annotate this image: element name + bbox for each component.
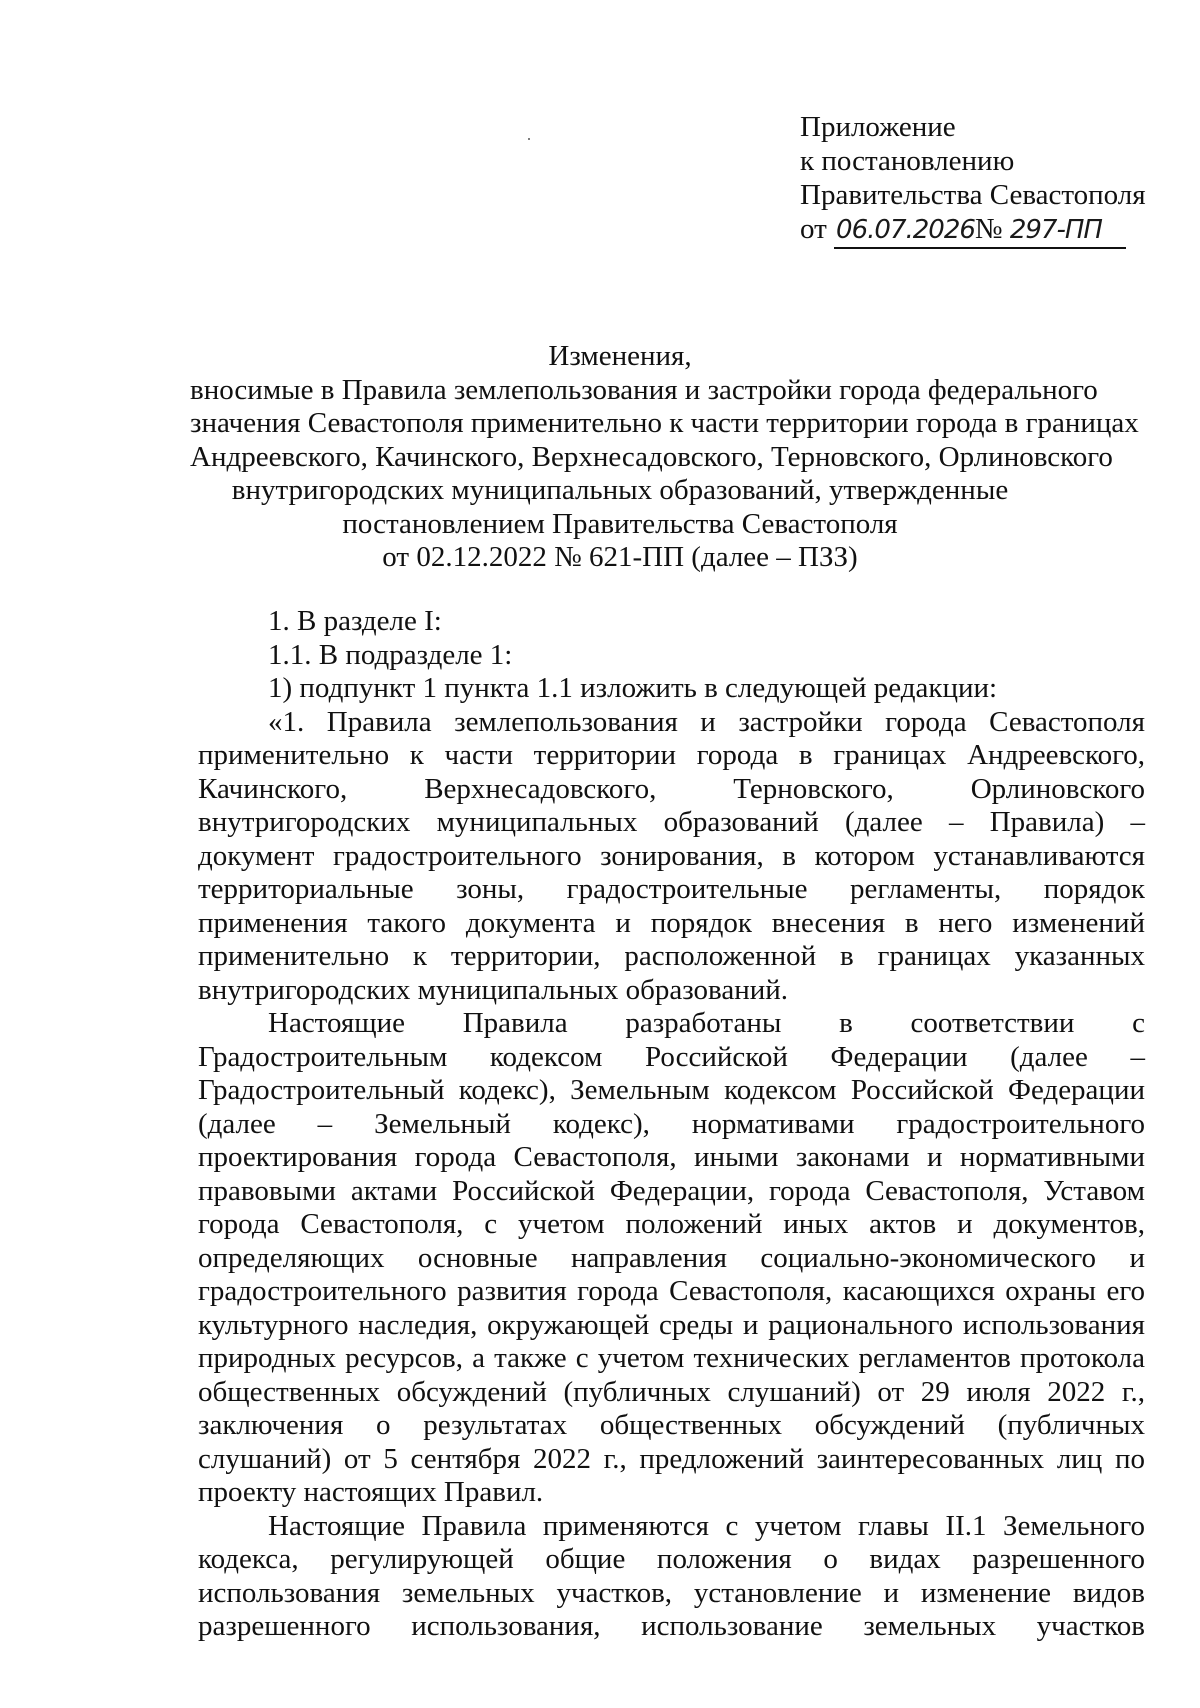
document-title (190, 340, 1139, 575)
date-prefix: от (800, 213, 835, 245)
subparagraph-intro: 1) подпункт 1 пункта 1.1 изложить в следующей редакции: (268, 672, 998, 704)
section-heading: 1. В разделе I: (268, 605, 442, 637)
title-line-2: вносимые в Правила землепользования и застройки города федерального (190, 373, 1098, 406)
paragraph-3: Настоящие Правила применяются с учетом главы II.1 Земельного кодекса, регулирующей общие положения о видах разрешенного использования земельных участков, установление и изменение видов разрешенного использования, использование земельных участков (198, 1509, 1145, 1642)
paragraph-1: «1. Правила землепользования и застройки города Севастополя применительно к части территории города в границах Андреевского, Качинского, Верхнесадовского, Терновского, Орлиновского внутригородских муниципальных образований (далее – Правила) – документ градостроительного зонирования, в котором устанавливаются территориальные зоны, градостроительные регламенты, порядок применения такого документа и порядок внесения в него изменений применительно к территории, расположенной в границах указанных внутригородских муниципальных образований. (198, 705, 1145, 1006)
title-line-6: постановлением Правительства Севастополя (342, 507, 898, 540)
appendix-date-number (800, 212, 1180, 249)
title-line-3: значения Севастополя применительно к части территории города в границах (190, 407, 1139, 439)
title-line-7: от 02.12.2022 № 621-ПП (далее – ПЗЗ) (382, 541, 858, 573)
scan-speck (528, 138, 530, 140)
title-line-5: внутригородских муниципальных образований, утвержденные (231, 474, 1009, 506)
appendix-reference: к постановлению (800, 145, 1015, 177)
appendix-title: Приложение (800, 111, 956, 143)
handwritten-date: 06.07.2026 (836, 215, 975, 245)
title-line-4: Андреевского, Качинского, Верхнесадовского, Терновского, Орлиновского (190, 440, 1113, 473)
subsection-heading: 1.1. В подразделе 1: (268, 638, 513, 671)
handwritten-date-field (834, 212, 1126, 249)
title-line-1: Изменения, (548, 340, 692, 372)
appendix-authority: Правительства Севастополя (800, 179, 1146, 211)
appendix-header (800, 110, 1180, 249)
number-prefix: № (974, 213, 1010, 245)
handwritten-number: 297-ПП (1009, 215, 1102, 245)
paragraph-2: Настоящие Правила разработаны в соответствии с Градостроительным кодексом Российской Федерации (далее – Градостроительный кодекс), Земельным кодексом Российской Федерации (далее – Земельный кодекс), нормативами градостроительного проектирования города Севастополя, иными законами и нормативными правовыми актами Российской Федерации, города Севастополя, Уставом города Севастополя, с учетом положений иных актов и документов, определяющих основные направления социально-экономического и градостроительного развития города Севастополя, касающихся охраны его культурного наследия, окружающей среды и рационального использования природных ресурсов, а также с учетом технических регламентов протокола общественных обсуждений (публичных слушаний) от 29 июля 2022 г., заключения о результатах общественных обсуждений (публичных слушаний) от 5 сентября 2022 г., предложений заинтересованных лиц по проекту настоящих Правил. (198, 1007, 1145, 1508)
document-body (198, 605, 1145, 1644)
